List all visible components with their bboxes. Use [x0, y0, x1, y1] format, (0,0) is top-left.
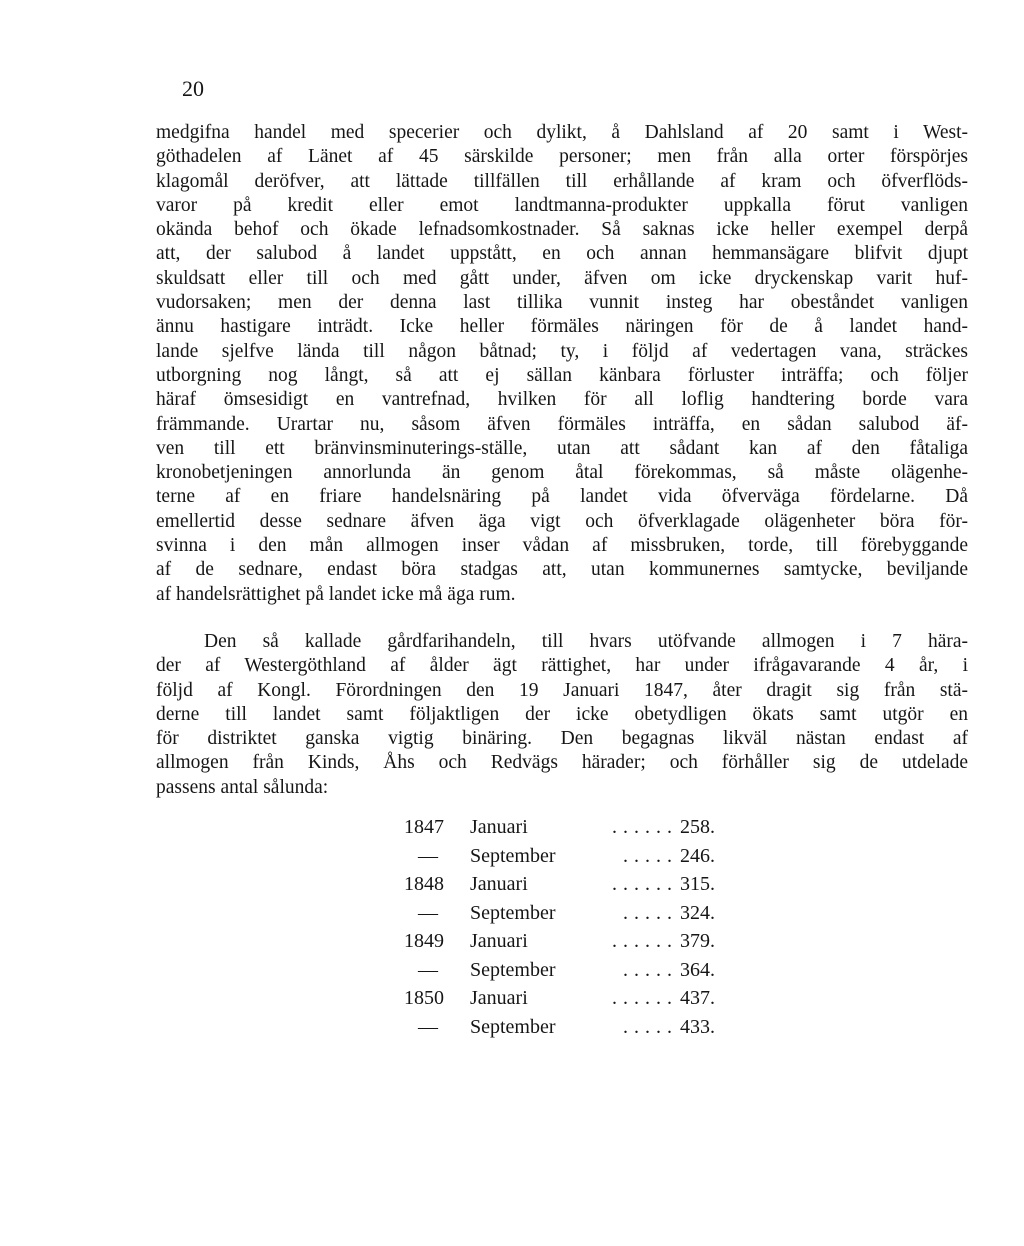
page-number: 20 — [182, 76, 204, 101]
ditto-dash: — — [418, 958, 438, 981]
table-row — [404, 1013, 744, 1042]
table-row — [404, 927, 744, 956]
year-cell: 1848 — [404, 873, 444, 895]
month-cell: September — [470, 844, 556, 867]
paragraph-2 — [156, 630, 968, 800]
dot-leader: ...... — [612, 930, 678, 952]
table-row — [404, 813, 744, 842]
value-cell: 379. — [680, 930, 715, 952]
text-line: ven till ett bränvinsminuterings-ställe, utan att sådant kan af den fåtaliga — [156, 437, 968, 459]
text-line: häraf ömsesidigt en vantrefnad, hvilken för all loflig handtering borde vara — [156, 389, 968, 411]
dot-leader: ...... — [612, 987, 678, 1009]
month-cell: September — [470, 958, 556, 981]
text-line: kronobetjeningen annorlunda än genom åtal förekommas, så måste olägenhe- — [156, 462, 968, 484]
dot-leader: ..... — [623, 958, 678, 981]
text-line: vudorsaken; men der denna last tillika vunnit insteg har obeståndet vanligen — [156, 292, 968, 314]
text-line: okända behof och ökade lefnadsomkostnader. Så saknas icke heller exempel derpå — [156, 219, 968, 241]
table-row — [404, 984, 744, 1013]
text-line: att, der salubod å landet uppstått, en och annan hemmansägare blifvit djupt — [156, 243, 968, 265]
month-cell: September — [470, 1015, 556, 1038]
text-line: der af Westergöthland af ålder ägt rättighet, har under ifrågavarande 4 år, i — [156, 655, 968, 677]
text-line: skuldsatt eller till och med gått under, äfven om icke dryckenskap varit huf- — [156, 267, 968, 289]
ditto-dash: — — [418, 1015, 438, 1038]
passport-count-table — [404, 813, 744, 1041]
value-cell: 364. — [680, 958, 715, 981]
year-cell: 1847 — [404, 816, 444, 838]
dot-leader: ..... — [623, 1015, 678, 1038]
ditto-dash: — — [418, 844, 438, 867]
year-cell: 1850 — [404, 987, 444, 1009]
text-line: medgifna handel med specerier och dylikt, å Dahlsland af 20 samt i West- — [156, 122, 968, 143]
text-line: varor på kredit eller emot landtmanna-produkter uppkalla förut vanligen — [156, 194, 968, 216]
text-line: Den så kallade gårdfarihandeln, till hvars utöfvande allmogen i 7 härа- — [204, 631, 968, 652]
text-line: följd af Kongl. Förordningen den 19 Januari 1847, åter dragit sig från stä- — [156, 679, 968, 701]
value-cell: 433. — [680, 1015, 715, 1038]
month-cell: Januari — [470, 816, 528, 838]
text-line: terne af en friare handelsnäring på landet vida öfverväga fördelarne. Då — [156, 486, 968, 508]
text-line: klagomål deröfver, att lättade tillfällen till erhållande af kram och öfverflöds- — [156, 170, 968, 192]
text-line: ännu hastigare inträdt. Icke heller förmäles näringen för de å landet hand- — [156, 316, 968, 338]
dot-leader: ...... — [612, 816, 678, 838]
text-line: derne till landet samt följaktligen der icke obetydligen ökats samt utgör en — [156, 703, 968, 725]
text-line: göthadelen af Länet af 45 särskilde personer; men från alla orter förspörjes — [156, 146, 968, 168]
text-line: af de sednare, endast böra stadgas att, utan kommunernes samtycke, beviljande — [156, 559, 968, 581]
value-cell: 324. — [680, 901, 715, 924]
text-line: lande sjelfve lända till någon båtnad; ty, i följd af vedertagen vana, sträckes — [156, 340, 968, 362]
value-cell: 315. — [680, 873, 715, 895]
paragraph-1 — [156, 121, 968, 607]
text-line: allmogen från Kinds, Åhs och Redvägs härader; och förhåller sig de utdelade — [156, 752, 968, 774]
value-cell: 437. — [680, 987, 715, 1009]
dot-leader: ..... — [623, 844, 678, 867]
table-row — [404, 899, 744, 928]
dot-leader: ..... — [623, 901, 678, 924]
table-row — [404, 842, 744, 871]
value-cell: 258. — [680, 816, 715, 838]
text-line: passens antal sålunda: — [156, 776, 329, 798]
dot-leader: ...... — [612, 873, 678, 895]
table-row — [404, 956, 744, 985]
value-cell: 246. — [680, 844, 715, 867]
text-line: för distriktet ganska vigtig binäring. Den begagnas likväl nästan endast af — [156, 728, 968, 750]
month-cell: September — [470, 901, 556, 924]
table-row — [404, 870, 744, 899]
month-cell: Januari — [470, 930, 528, 952]
ditto-dash: — — [418, 901, 438, 924]
month-cell: Januari — [470, 873, 528, 895]
text-line: af handelsrättighet på landet icke må äga rum. — [156, 583, 516, 605]
month-cell: Januari — [470, 987, 528, 1009]
text-line: främmande. Urartar nu, såsom äfven förmäles inträffa, en sådan salubod äf- — [156, 413, 968, 435]
text-line: emellertid desse sednare äfven äga vigt och öfverklagade olägenheter böra för- — [156, 510, 968, 532]
year-cell: 1849 — [404, 930, 444, 952]
text-line: utborgning nog långt, så att ej sällan känbara förluster inträffa; och följer — [156, 364, 968, 386]
text-line: svinna i den mån allmogen inser vådan af missbruken, torde, till förebyggande — [156, 535, 968, 557]
